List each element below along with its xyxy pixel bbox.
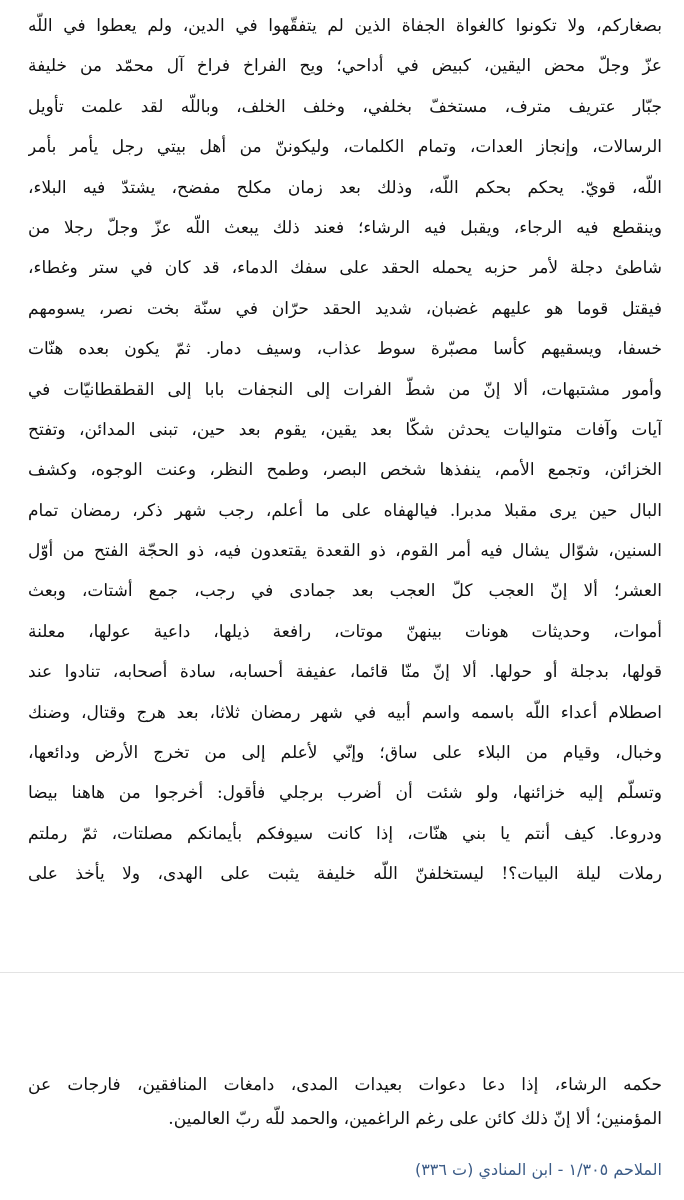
main-text-block xyxy=(28,6,662,895)
text-line: البال حين يرى مقبلا مدبرا. فيالهفاه على ما أعلم، رجب شهر ذكر، رمضان تمام xyxy=(28,500,662,521)
text-line: اصطلام أعداء اللّه باسمه واسم أبيه في شهر رمضان ثلاثا، بعد هرج وقتال، وضنك xyxy=(28,702,662,723)
text-line: رملات ليلة البيات؟! ليستخلفنّ اللّه خليفة يثبت على الهدى، ولا يأخذ على xyxy=(28,864,662,885)
text-line: وأمور مشتبهات، ألا إنّ من شطّ الفرات إلى النجفات بابا إلى القطقطانيّات في xyxy=(28,379,662,400)
text-line: عزّ وجلّ محض اليقين، كبيض في أداحي؛ ويح الفراخ فراخ آل محمّد من خليفة xyxy=(28,56,662,77)
section-divider xyxy=(0,972,684,973)
footer-line: حكمه الرشاء، إذا دعا دعوات بعيدات المدى، دامغات المنافقين، فارجات عن xyxy=(28,1075,662,1095)
text-line: الرسالات، وإنجاز العدات، وتمام الكلمات، وليكوننّ من أهل بيتي رجل يأمر بأمر xyxy=(28,137,662,158)
text-line: ودروعا. كيف أنتم يا بني هنّات، إذا كانت سيوفكم بأيمانكم مصلتات، ثمّ رملتم xyxy=(28,823,662,844)
text-line: وينقطع فيه الرجاء، ويقبل فيه الرشاء؛ فعند ذلك يبعث اللّه عزّ وجلّ رجلا من xyxy=(28,217,662,238)
text-line: السنين، شوّال يشال فيه أمر القوم، ذو القعدة يقتعدون فيه، ذو الحجّة الفتح من أوّل xyxy=(28,541,662,562)
text-line: بصغاركم، ولا تكونوا كالغواة الجفاة الذين لم يتفقّهوا في الدين، ولم يعطوا في اللّه xyxy=(28,16,662,36)
text-line: آيات وآفات متواليات يحدثن شكّا بعد يقين، يقوم بعد حين، تبنى المدائن، وتفتح xyxy=(28,419,662,440)
text-line: وتسلّم إليه خزائنها، ولو شئت أن أضرب برجلي فأقول: أخرجوا من هاهنا بيضا xyxy=(28,783,662,804)
text-line: قولها، بدجلة أو حولها. ألا إنّ منّا قائما، عفيفة أحسابه، سادة أصحابه، تنادوا عند xyxy=(28,662,662,683)
text-line: أموات، وحديثات هونات بينهنّ موتات، رافعة ذيلها، داعية عولها، معلنة xyxy=(28,621,662,642)
text-line: الخزائن، وتجمع الأمم، ينفذها شخص البصر، وطمح النظر، وعنت الوجوه، وكشف xyxy=(28,460,662,481)
text-line: جبّار عتريف مترف، مستخفّ بخلفي، وخلف الخلف، وباللّه لقد علمت تأويل xyxy=(28,96,662,117)
source-citation: الملاحم ١/٣٠٥ - ابن المنادي (ت ٣٣٦) xyxy=(414,1160,662,1179)
text-line: شاطئ دجلة لأمر حزبه يحمله الحقد على سفك الدماء، قد كان في ستر وغطاء، xyxy=(28,258,662,279)
footer-text-block xyxy=(28,1068,662,1136)
text-line: العشر؛ ألا إنّ العجب كلّ العجب بعد جمادى في رجب، جمع أشتات، وبعث xyxy=(28,581,662,602)
text-line: اللّه، قويّ. يحكم بحكم اللّه، وذلك بعد زمان مكلح مفضح، يشتدّ فيه البلاء، xyxy=(28,177,662,198)
text-line: وخبال، وقيام من البلاء على ساق؛ وإنّي لأعلم إلى من تخرج الأرض ودائعها، xyxy=(28,743,662,764)
text-line: خسفا، ويسقيهم كأسا مصبّرة سوط عذاب، وسيف دمار. ثمّ يكون بعده هنّات xyxy=(28,339,662,360)
text-line: فيقتل قوما هو عليهم غضبان، شديد الحقد حرّان في سنّة بخت نصر، يسومهم xyxy=(28,298,662,319)
footer-line: المؤمنين؛ ألا إنّ ذلك كائن على رغم الراغمين، والحمد للّه ربّ العالمين. xyxy=(168,1109,662,1129)
